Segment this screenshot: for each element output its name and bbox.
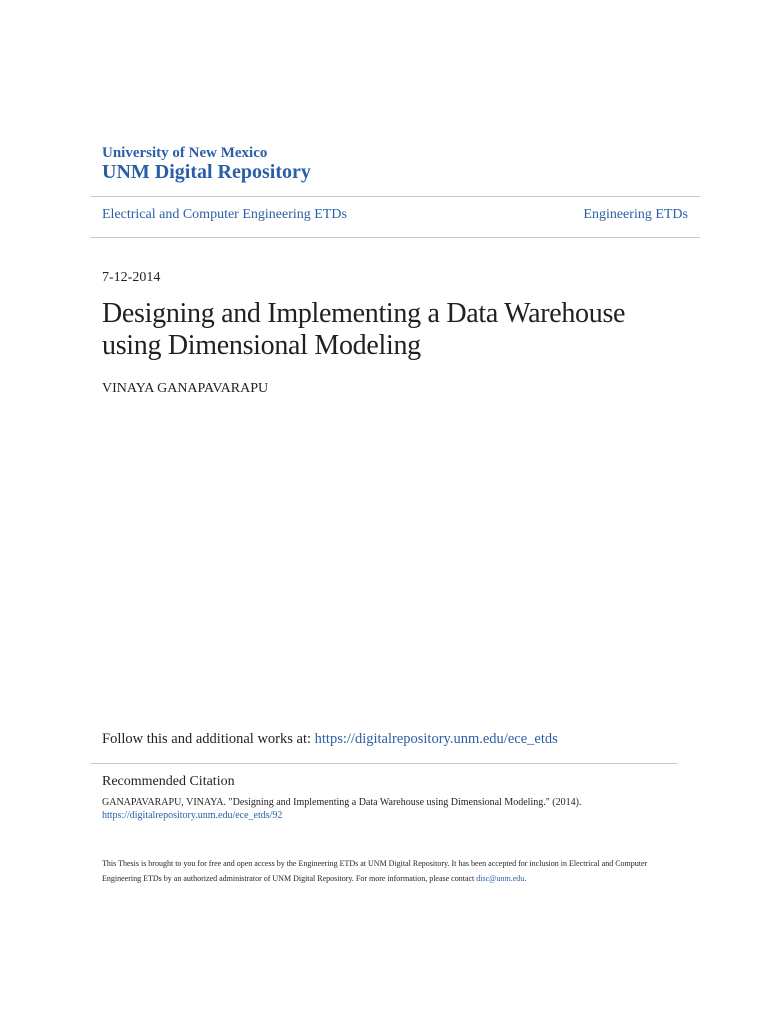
document-title: Designing and Implementing a Data Warehouse using Dimensional Modeling xyxy=(102,298,626,361)
publication-date: 7-12-2014 xyxy=(102,270,161,285)
department-collection-link[interactable]: Electrical and Computer Engineering ETDs xyxy=(102,207,347,222)
citation-link[interactable]: https://digitalrepository.unm.edu/ece_etds/92 xyxy=(102,810,283,821)
university-name[interactable]: University of New Mexico xyxy=(102,145,268,161)
follow-link[interactable]: https://digitalrepository.unm.edu/ece_etds xyxy=(314,731,558,747)
citation-text: GANAPAVARAPU, VINAYA. "Designing and Implementing a Data Warehouse using Dimensional Modeling." (2014). xyxy=(102,797,582,808)
follow-line xyxy=(102,731,558,748)
author-name: VINAYA GANAPAVARAPU xyxy=(102,381,269,396)
notice-text: This Thesis is brought to you for free and open access by the Engineering ETDs at UNM Digital Repository. It has been accepted for inclusion in Electrical and Computer Engineering ETDs by an authorized administrator of UNM Digital Repository. For more information, please contact xyxy=(102,859,648,883)
repository-name[interactable]: UNM Digital Repository xyxy=(102,161,311,183)
header-divider-top xyxy=(90,196,700,197)
contact-email-link[interactable]: disc@unm.edu xyxy=(476,874,525,883)
citation-heading: Recommended Citation xyxy=(102,774,235,789)
college-collection-link[interactable]: Engineering ETDs xyxy=(583,207,688,222)
header-divider-bottom xyxy=(90,237,700,238)
access-notice xyxy=(102,856,662,886)
citation-block xyxy=(102,796,702,822)
notice-end: . xyxy=(524,874,527,883)
citation-divider xyxy=(90,763,678,764)
follow-label: Follow this and additional works at: xyxy=(102,731,315,747)
